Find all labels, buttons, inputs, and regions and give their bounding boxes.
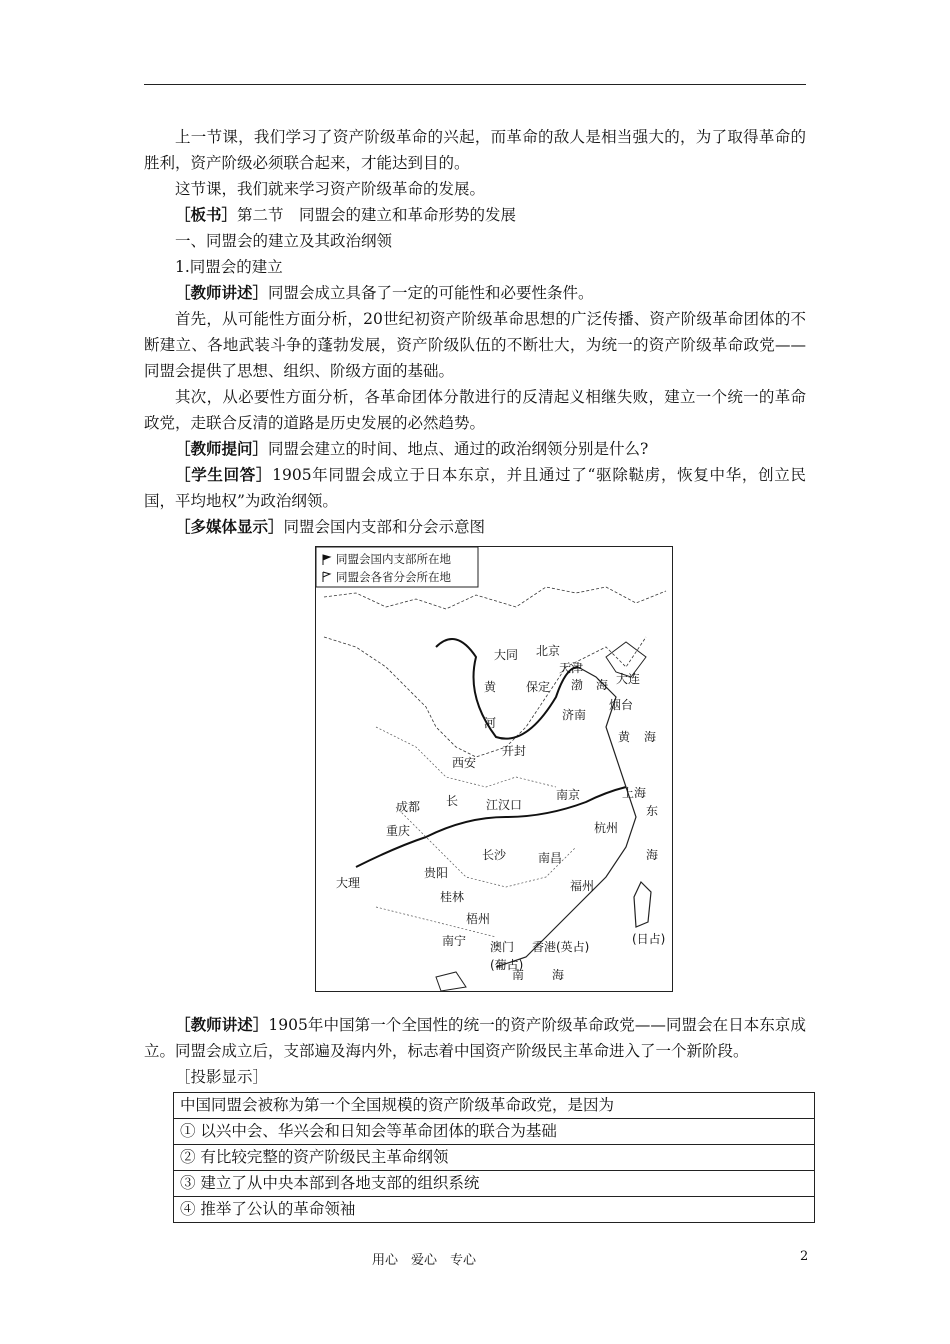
map-label-macau: 澳门	[490, 940, 515, 954]
map-label-donghai: 海	[646, 848, 659, 862]
paragraph	[144, 462, 806, 514]
subheading: 1.同盟会的建立	[175, 258, 283, 276]
tag-label: ［多媒体显示］	[175, 517, 284, 536]
map-label-chengdu: 成都	[396, 800, 421, 814]
footer-motto: 用心 爱心 专心	[372, 1253, 477, 1268]
map-label-nanning: 南宁	[442, 934, 467, 948]
blackboard-heading	[144, 202, 806, 228]
map-label-he: 河	[484, 716, 497, 730]
projection-row: ② 有比较完整的资产阶级民主革命纲领	[174, 1145, 814, 1171]
map-label-chongqing: 重庆	[386, 824, 411, 838]
map-label-bohai: 海	[596, 678, 609, 692]
legend-item: 同盟会各省分会所在地	[336, 570, 451, 584]
map-label-shanghai: 上海	[622, 786, 647, 800]
document-body	[144, 124, 806, 1223]
map-label-tianjin: 天津	[559, 661, 584, 675]
paragraph: 这节课，我们就来学习资产阶级革命的发展。	[175, 180, 486, 198]
map-label-beijing: 北京	[536, 644, 561, 658]
map-label-nanjing: 南京	[556, 788, 581, 802]
map-label-yantai: 烟台	[609, 698, 634, 712]
header-rule	[144, 84, 806, 85]
projection-row: ④ 推举了公认的革命领袖	[180, 1200, 356, 1218]
map-label-kaifeng: 开封	[502, 744, 527, 758]
map-label-guiyang: 贵阳	[424, 866, 449, 880]
map-label-taiwan-note: (日占)	[632, 932, 666, 946]
paragraph-text: 同盟会国内支部和分会示意图	[283, 518, 486, 536]
paragraph: 首先，从可能性方面分析，20世纪初资产阶级革命思想的广泛传播、资产阶级革命团体的不断建立、各地武装斗争的蓬勃发展，资产阶级队伍的不断壮大，为统一的资产阶级革命政党——同盟会提供了思想、组织、阶级方面的基础。	[144, 310, 806, 380]
paragraph	[144, 280, 806, 306]
map-label-dong: 东	[646, 804, 659, 818]
map-label-dali: 大理	[336, 876, 361, 890]
paragraph-text: 同盟会成立具备了一定的可能性和必要性条件。	[268, 284, 594, 302]
projection-box	[173, 1092, 815, 1223]
paragraph	[144, 436, 806, 462]
map-label-datong: 大同	[494, 648, 519, 662]
paragraph: 其次，从必要性方面分析，各革命团体分散进行的反清起义相继失败，建立一个统一的革命政党，走联合反清的道路是历史发展的必然趋势。	[144, 388, 806, 432]
map-label-fuzhou: 福州	[570, 879, 595, 893]
tag-label: ［教师讲述］	[175, 1015, 269, 1034]
map-label-hankou: 江汉口	[486, 798, 523, 812]
paragraph-text: 1905年同盟会成立于日本东京，并且通过了“驱除鞑虏，恢复中华，创立民国，平均地权”为政治纲领。	[144, 466, 806, 510]
map-label-baoding: 保定	[526, 680, 551, 694]
map-label-nan: 南	[512, 968, 525, 982]
map-label-hangzhou: 杭州	[594, 821, 619, 835]
china-map-figure	[315, 546, 673, 992]
section-title: 第二节 同盟会的建立和革命形势的发展	[237, 206, 517, 224]
tag-label: ［教师讲述］	[175, 283, 269, 302]
projection-row: ① 以兴中会、华兴会和日知会等革命团体的联合为基础	[174, 1119, 814, 1145]
map-label-changsha: 长沙	[482, 848, 507, 862]
map-label-huanghai: 黄	[618, 730, 631, 744]
paragraph-text: 1905年中国第一个全国性的统一的资产阶级革命政党——同盟会在日本东京成立。同盟会成立后，支部遍及海内外，标志着中国资产阶级民主革命进入了一个新阶段。	[144, 1016, 806, 1060]
paragraph: 上一节课，我们学习了资产阶级革命的兴起，而革命的敌人是相当强大的，为了取得革命的胜利，资产阶级必须联合起来，才能达到目的。	[144, 128, 806, 172]
projection-label: ［投影显示］	[175, 1068, 269, 1086]
map-label-jinan: 济南	[562, 708, 587, 722]
map-svg	[316, 547, 672, 991]
map-label-bohai: 渤	[571, 678, 584, 692]
projection-row: ③ 建立了从中央本部到各地支部的组织系统	[174, 1171, 814, 1197]
page-number: 2	[800, 1249, 809, 1264]
legend-item: 同盟会国内支部所在地	[336, 552, 451, 566]
map-label-huanghai: 海	[644, 730, 657, 744]
tag-label: ［板书］	[175, 205, 238, 224]
subheading: 一、同盟会的建立及其政治纲领	[175, 232, 393, 250]
map-label-huang: 黄	[484, 680, 497, 694]
map-label-wuzhou: 梧州	[466, 912, 491, 926]
paragraph	[144, 1012, 806, 1064]
map-label-nanchang: 南昌	[538, 851, 563, 865]
map-label-guilin: 桂林	[440, 890, 465, 904]
paragraph-text: 同盟会建立的时间、地点、通过的政治纲领分别是什么?	[268, 440, 649, 458]
paragraph	[144, 514, 806, 540]
map-label-macau-note: (葡占)	[490, 958, 524, 972]
tag-label: ［学生回答］	[175, 465, 273, 484]
map-label-hongkong: 香港(英占)	[532, 940, 590, 954]
tag-label: ［教师提问］	[175, 439, 269, 458]
map-label-chang: 长	[446, 794, 459, 808]
map-label-xian: 西安	[452, 756, 477, 770]
projection-row: 中国同盟会被称为第一个全国规模的资产阶级革命政党，是因为	[174, 1093, 814, 1119]
map-label-dalian: 大连	[616, 672, 641, 686]
map-label-nanhai: 海	[552, 968, 565, 982]
